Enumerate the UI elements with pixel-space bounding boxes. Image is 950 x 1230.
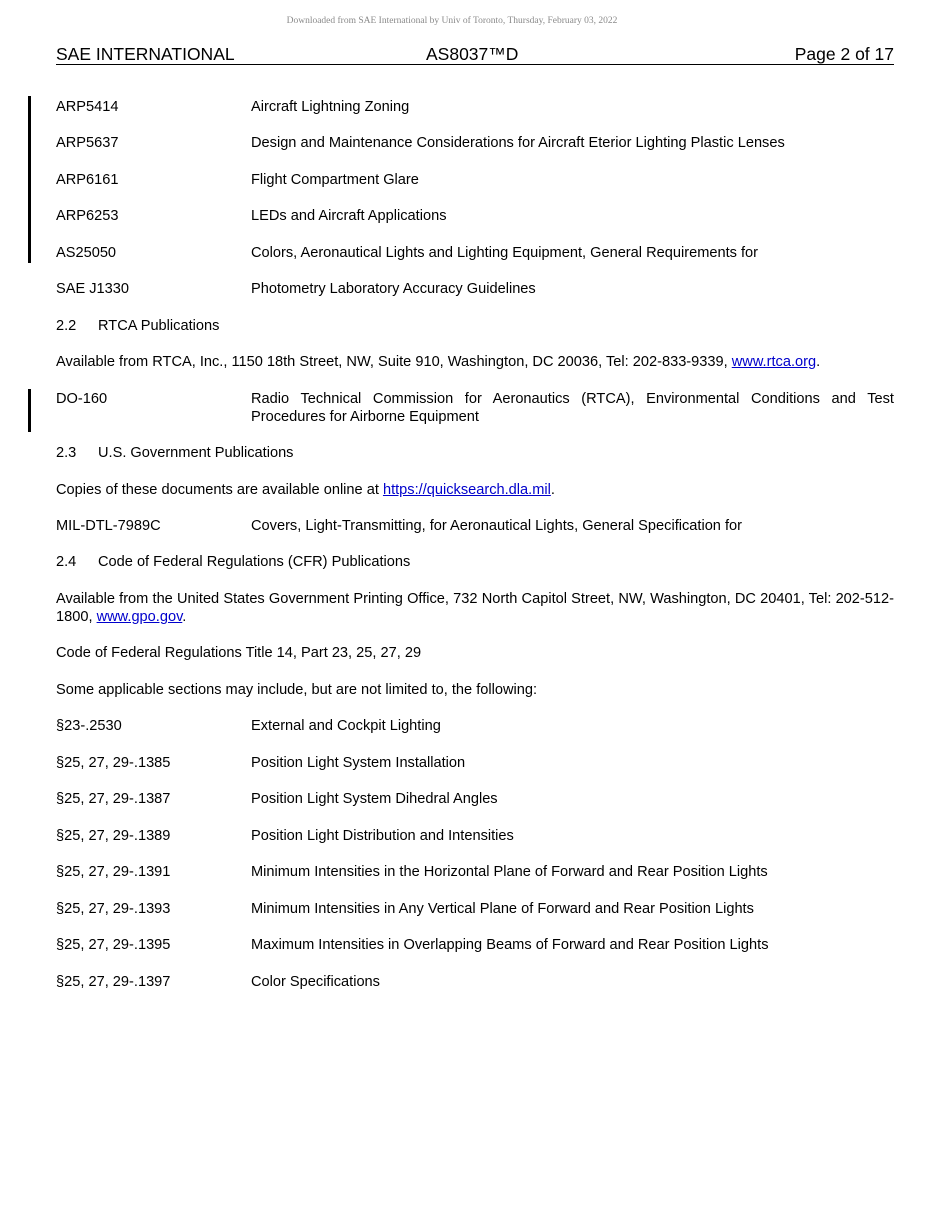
reference-title: External and Cockpit Lighting [251,718,441,734]
page-header [56,44,894,65]
download-watermark: Downloaded from SAE International by Univ of Toronto, Thursday, February 03, 2022 [286,16,618,26]
reference-title: Maximum Intensities in Overlapping Beams of Forward and Rear Position Lights [251,937,769,953]
reference-row [56,390,894,426]
reference-title: Position Light System Installation [251,755,466,771]
section-number: 2.4 [56,554,77,570]
reference-code: §25, 27, 29-.1385 [56,755,171,771]
cfr-title-line: Code of Federal Regulations Title 14, Part 23, 25, 27, 29 [56,645,422,661]
reference-title: Radio Technical Commission for Aeronautics (RTCA), Environmental Conditions and Test Procedures for Airborne Equipment [251,391,894,425]
section-title: Code of Federal Regulations (CFR) Publications [98,554,411,570]
reference-title: Flight Compartment Glare [251,172,419,188]
quicksearch-link[interactable]: https://quicksearch.dla.mil [382,482,551,498]
reference-title: Design and Maintenance Considerations for Aircraft Eterior Lighting Plastic Lenses [251,135,785,151]
reference-code: ARP6161 [56,172,119,188]
applicable-sections-note: Some applicable sections may include, but are not limited to, the following: [56,682,538,698]
reference-code: §25, 27, 29-.1397 [56,974,171,990]
reference-title: Position Light System Dihedral Angles [251,791,498,807]
reference-code: ARP6253 [56,208,119,224]
reference-code: ARP5414 [56,99,119,115]
reference-code: §23-.2530 [56,718,122,734]
reference-title: Photometry Laboratory Accuracy Guidelines [251,281,536,297]
paragraph-text: Copies of these documents are available online at [56,482,383,498]
paragraph-end: . [816,354,821,370]
header-org: SAE INTERNATIONAL [56,44,235,64]
paragraph-end: . [550,482,555,498]
availability-paragraph [56,481,894,499]
reference-title: Minimum Intensities in the Horizontal Plane of Forward and Rear Position Lights [251,864,768,880]
reference-title: Color Specifications [251,974,380,990]
section-title: U.S. Government Publications [98,445,294,461]
paragraph-text: Available from RTCA, Inc., 1150 18th Street, NW, Suite 910, Washington, DC 20036, Tel: 202-833-9339, [56,354,732,370]
reference-code: §25, 27, 29-.1387 [56,791,171,807]
reference-code: §25, 27, 29-.1389 [56,828,171,844]
gpo-link[interactable]: www.gpo.gov [96,609,183,625]
reference-code: §25, 27, 29-.1395 [56,937,171,953]
reference-code: AS25050 [56,245,117,261]
reference-code: DO-160 [56,391,108,407]
revision-change-bar [28,389,31,432]
header-page-number: Page 2 of 17 [794,44,894,64]
section-number: 2.3 [56,445,77,461]
reference-code: SAE J1330 [56,281,130,297]
section-number: 2.2 [56,318,77,334]
paragraph-end: . [182,609,187,625]
reference-code: MIL-DTL-7989C [56,518,161,534]
reference-title: Colors, Aeronautical Lights and Lighting Equipment, General Requirements for [251,245,759,261]
rtca-link[interactable]: www.rtca.org [731,354,817,370]
reference-title: LEDs and Aircraft Applications [251,208,447,224]
availability-paragraph [56,590,894,626]
availability-paragraph [56,353,894,371]
paragraph-text: Available from the United States Government Printing Office, 732 North Capitol Street, NW, Washington, DC 20401, Tel: 202-512-1800, [56,591,894,625]
reference-title: Aircraft Lightning Zoning [251,99,410,115]
reference-title: Covers, Light-Transmitting, for Aeronautical Lights, General Specification for [251,518,743,534]
reference-code: §25, 27, 29-.1391 [56,864,171,880]
reference-title: Position Light Distribution and Intensities [251,828,514,844]
reference-code: §25, 27, 29-.1393 [56,901,171,917]
revision-change-bar [28,96,31,263]
header-doc-id: AS8037™D [426,44,519,64]
reference-code: ARP5637 [56,135,119,151]
reference-title: Minimum Intensities in Any Vertical Plane of Forward and Rear Position Lights [251,901,754,917]
section-title: RTCA Publications [98,318,220,334]
